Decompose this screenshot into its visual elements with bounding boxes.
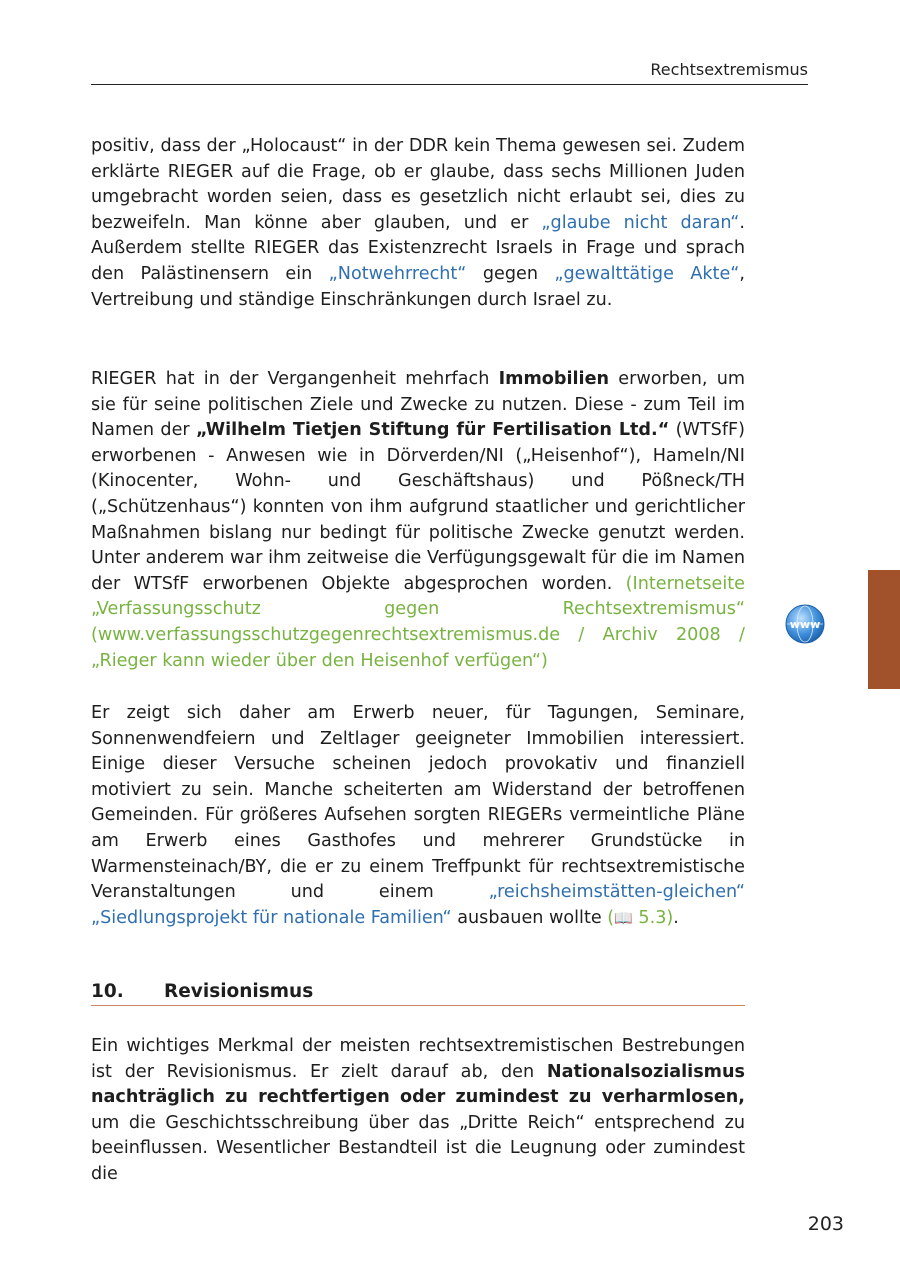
source-citation: (Internetseite „Verfassungsschutz gegen Rechtsextremismus“ (www.verfassungsschutzgegenrechtsextremismus.de / Archiv 2008 / „Rieger kann wieder über den Heisenhof verfügen“) [91,573,745,671]
quote: „glaube nicht daran“ [541,212,740,233]
paragraph-text: (WTSfF) erworbenen - Anwesen wie in Dörverden/NI („Heisenhof“), Hameln/NI (Kinocenter, Wohn- und Geschäftshaus) und Pößneck/TH („Schützenhaus“) konnten von ihm aufgrund staatlicher und gerichtlicher Maßnahmen bislang nur bedingt für politische Zwecke genutzt werden. Unter anderem war ihm zeitweise die Verfügungsgewalt für die im Namen der WTSfF erworbenen Objekte abgesprochen worden. [91,420,745,594]
book-icon: 📖 [614,908,633,927]
paragraph-4 [91,1034,745,1188]
running-header: Rechtsextremismus [650,60,808,79]
quote: „gewalttätige Akte“ [554,263,740,284]
paragraph-1 [91,134,745,313]
header-rule [91,84,808,85]
paragraph-text: Er zeigt sich daher am Erwerb neuer, für Tagungen, Seminare, Sonnenwendfeiern und Zeltlager geeigneter Immobilien interessiert. Einige dieser Versuche scheinen jedoch provokativ und finanziell motiviert zu sein. Manche scheiterten am Widerstand der betroffenen Gemeinden. Für größeres Aufsehen sorgten RIEGERs vermeintliche Pläne am Erwerb eines Gasthofes und mehrerer Grundstücke in Warmensteinach/BY, die er zu einem Treffpunkt für rechtsextremistische Veranstaltungen und einem [91,703,745,903]
quote: „reichsheimstätten-gleichen“ „Siedlungsprojekt für nationale Familien“ [91,882,745,928]
paragraph-2 [91,367,745,674]
paragraph-text: ausbauen wollte [451,907,608,928]
reference-text: 5.3) [632,907,674,928]
paragraph-text: positiv, dass der „Holocaust“ in der DDR kein Thema gewesen sei. Zudem erklärte RIEGER auf die Frage, ob er glaube, dass sechs Millionen Juden umgebracht worden seien, dass es gesetzlich nicht erlaubt sei, dies zu bezweifeln. Man könne aber glauben, und er [91,136,745,233]
chapter-tab [868,570,900,689]
www-label: www [789,618,821,631]
paragraph-3 [91,701,745,931]
paragraph-text: RIEGER hat in der Vergangenheit mehrfach [91,369,499,389]
section-heading [91,981,745,1006]
page-number: 203 [807,1213,844,1235]
emphasis: „Wilhelm Tietjen Stiftung für Fertilisation Ltd.“ [196,420,670,441]
www-globe-icon[interactable] [785,604,825,644]
emphasis: Nationalsozialismus nachträglich zu rechtfertigen oder zumindest zu verharmlosen, [91,1061,745,1108]
reference-open: ( [607,907,615,928]
emphasis: Immobilien [498,369,610,389]
paragraph-text: erworben, um sie für seine politischen Ziele und Zwecke zu nutzen. Diese - zum Teil im Namen der [91,369,745,441]
paragraph-text: gegen [466,263,555,284]
paragraph-text: Ein wichtiges Merkmal der meisten rechtsextremistischen Bestrebungen ist der Revisionismus. Er zielt darauf ab, den [91,1036,745,1082]
paragraph-text: um die Geschichtsschreibung über das „Dritte Reich“ entsprechend zu beeinflussen. Wesentlicher Bestandteil ist die Leugnung oder zumindest die [91,1112,745,1184]
section-number: 10. [91,981,124,1002]
paragraph-text: , Vertreibung und ständige Einschränkungen durch Israel zu. [91,263,745,310]
paragraph-text: . [673,907,679,928]
section-title: Revisionismus [164,981,314,1002]
paragraph-text: . Außerdem stellte RIEGER das Existenzrecht Israels in Frage und sprach den Palästinensern ein [91,212,745,284]
quote: „Notwehrrecht“ [328,263,467,284]
cross-reference[interactable] [607,908,673,928]
